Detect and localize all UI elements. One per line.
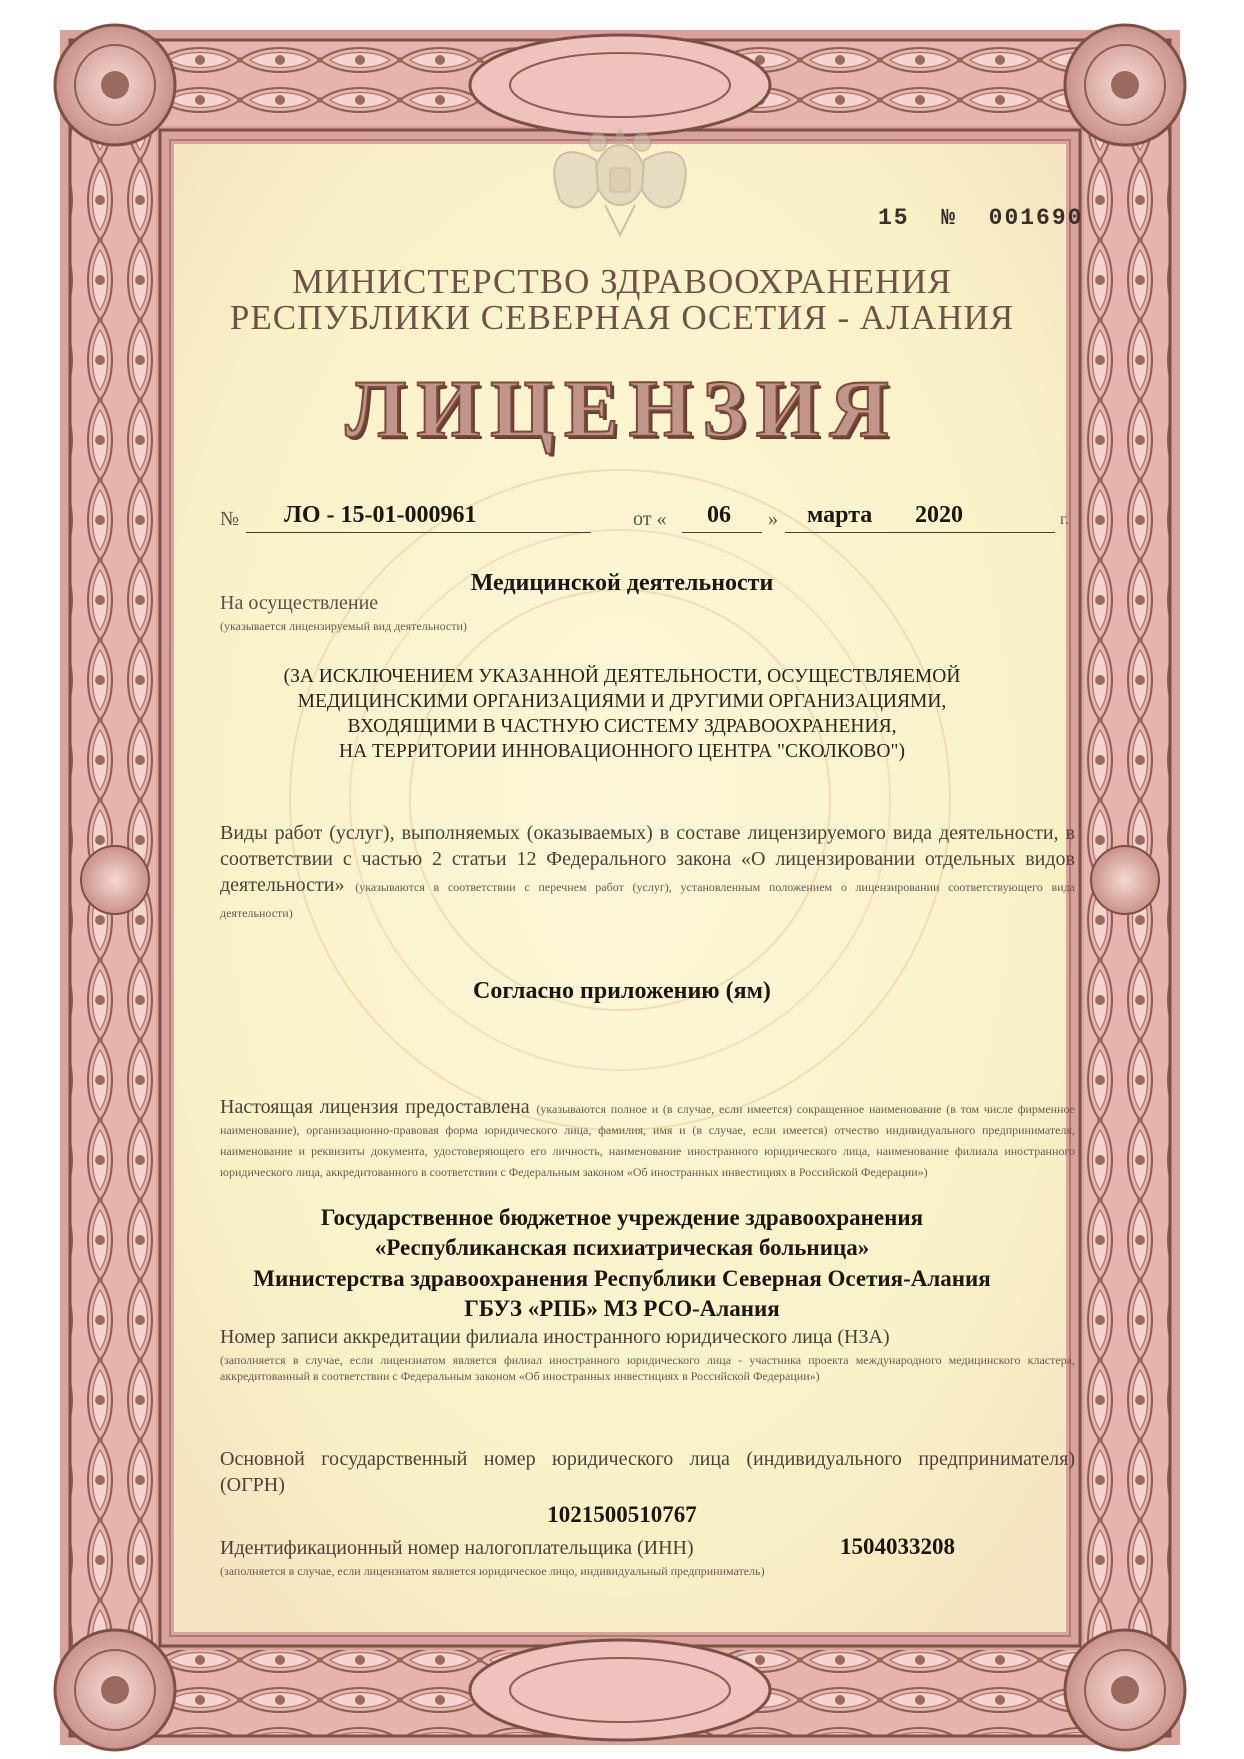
date-year: 2020: [915, 502, 963, 528]
top-center-ornament: [470, 35, 770, 135]
license-number-row: [220, 502, 1070, 536]
serial-region: 15: [878, 205, 910, 231]
ogrn-value: 1021500510767: [547, 1502, 697, 1527]
inn-hint: (заполняется в случае, если лицензиатом является юридическое лицо, индивидуальный предприниматель): [220, 1564, 765, 1578]
exclusion-line: МЕДИЦИНСКИМИ ОРГАНИЗАЦИЯМИ И ДРУГИМИ ОРГАНИЗАЦИЯМИ,: [297, 690, 947, 712]
inn-value: 1504033208: [840, 1534, 955, 1559]
licensee-name: [0, 1203, 1244, 1324]
date-month: марта: [807, 502, 873, 528]
license-number-field: [246, 502, 591, 533]
license-number: ЛО - 15-01-000961: [284, 502, 477, 528]
form-serial-number: [878, 205, 1083, 231]
date-day-field: [682, 502, 762, 533]
licensee-name-line: Министерства здравоохранения Республики Северная Осетия-Алания: [253, 1265, 991, 1291]
activity-hint: (указывается лицензируемый вид деятельности): [220, 619, 467, 633]
licensee-name-line: Государственное бюджетное учреждение здравоохранения: [320, 1205, 924, 1230]
licensee-name-line: «Республиканская психиатрическая больница»: [374, 1235, 870, 1261]
licensee-paragraph: [220, 1097, 1075, 1181]
nza-hint: (заполняется в случае, если лицензиатом является филиал иностранного юридического лица - участника проекта международного медицинского кластера, аккредитованный в соответствии с Федеральным законом «Об иностранных инвестициях в Российской Федерации»): [220, 1353, 1075, 1384]
licensee-label: Настоящая лицензия предоставлена: [220, 1096, 530, 1118]
date-close-quote: »: [768, 508, 778, 530]
works-paragraph: [220, 820, 1075, 924]
license-no-label: №: [220, 508, 240, 530]
exclusion-line: НА ТЕРРИТОРИИ ИННОВАЦИОННОГО ЦЕНТРА "СКОЛКОВО"): [339, 740, 905, 762]
corner-medallion-bl: [55, 1630, 175, 1750]
exclusion-line: (ЗА ИСКЛЮЧЕНИЕМ УКАЗАННОЙ ДЕЯТЕЛЬНОСТИ, ОСУЩЕСТВЛЯЕМОЙ: [283, 666, 961, 687]
serial-number: 001690: [988, 205, 1084, 231]
corner-medallion-tr: [1065, 25, 1185, 145]
licensee-name-line: ГБУЗ «РПБ» МЗ РСО-Алания: [464, 1296, 780, 1322]
corner-medallion-br: [1065, 1630, 1185, 1750]
corner-medallion-tl: [55, 25, 175, 145]
date-from-label: от «: [633, 508, 667, 530]
works-hint: (указываются в соответствии с перечнем работ (услуг), установленным положением о лицензировании соответствующего вида деятельности): [220, 880, 1076, 920]
serial-no-sign: №: [941, 205, 958, 231]
ogrn-label: Основной государственный номер юридического лица (индивидуального предпринимателя) (ОГРН): [220, 1448, 1075, 1496]
licensee-hint: (указываются полное и (в случае, если имеется) сокращенное наименование (в том числе фирменное наименование), организационно-правовая форма юридического лица, фамилия, имя и (в случае, если имеется) отчество индивидуального предпринимателя, наименование и реквизиты документа, удостоверяющего его личность, наименование иностранного юридического лица, наименование филиала иностранного юридического лица, аккредитованного в соответствии с Федеральным законом «Об иностранных инвестициях в Российской Федерации»): [220, 1102, 1075, 1179]
inn-label: Идентификационный номер налогоплательщика (ИНН): [220, 1537, 694, 1559]
year-suffix: г.: [1060, 511, 1069, 528]
ministry-line-1: МИНИСТЕРСТВО ЗДРАВООХРАНЕНИЯ: [292, 262, 952, 301]
works-value: Согласно приложению (ям): [473, 978, 771, 1004]
date-month-year-field: [785, 502, 1055, 533]
activity-exclusion: [0, 665, 1244, 765]
works-text: Виды работ (услуг), выполняемых (оказываемых) в составе лицензируемого вида деятельности, в соответствии с частью 2 статьи 12 Федерального закона «О лицензировании отдельных видов деятельности»: [220, 822, 1075, 896]
nza-label: Номер записи аккредитации филиала иностранного юридического лица (НЗА): [220, 1326, 890, 1348]
bottom-center-ornament: [470, 1640, 770, 1740]
date-day: 06: [707, 502, 731, 528]
ministry-line-2: РЕСПУБЛИКИ СЕВЕРНАЯ ОСЕТИЯ - АЛАНИЯ: [229, 298, 1015, 337]
exclusion-line: ВХОДЯЩИМИ В ЧАСТНУЮ СИСТЕМУ ЗДРАВООХРАНЕНИЯ,: [347, 715, 897, 737]
activity-value: Медицинской деятельности: [470, 570, 774, 596]
document-title: ЛИЦЕНЗИЯ: [345, 363, 899, 454]
activity-label: На осуществление: [220, 592, 379, 614]
